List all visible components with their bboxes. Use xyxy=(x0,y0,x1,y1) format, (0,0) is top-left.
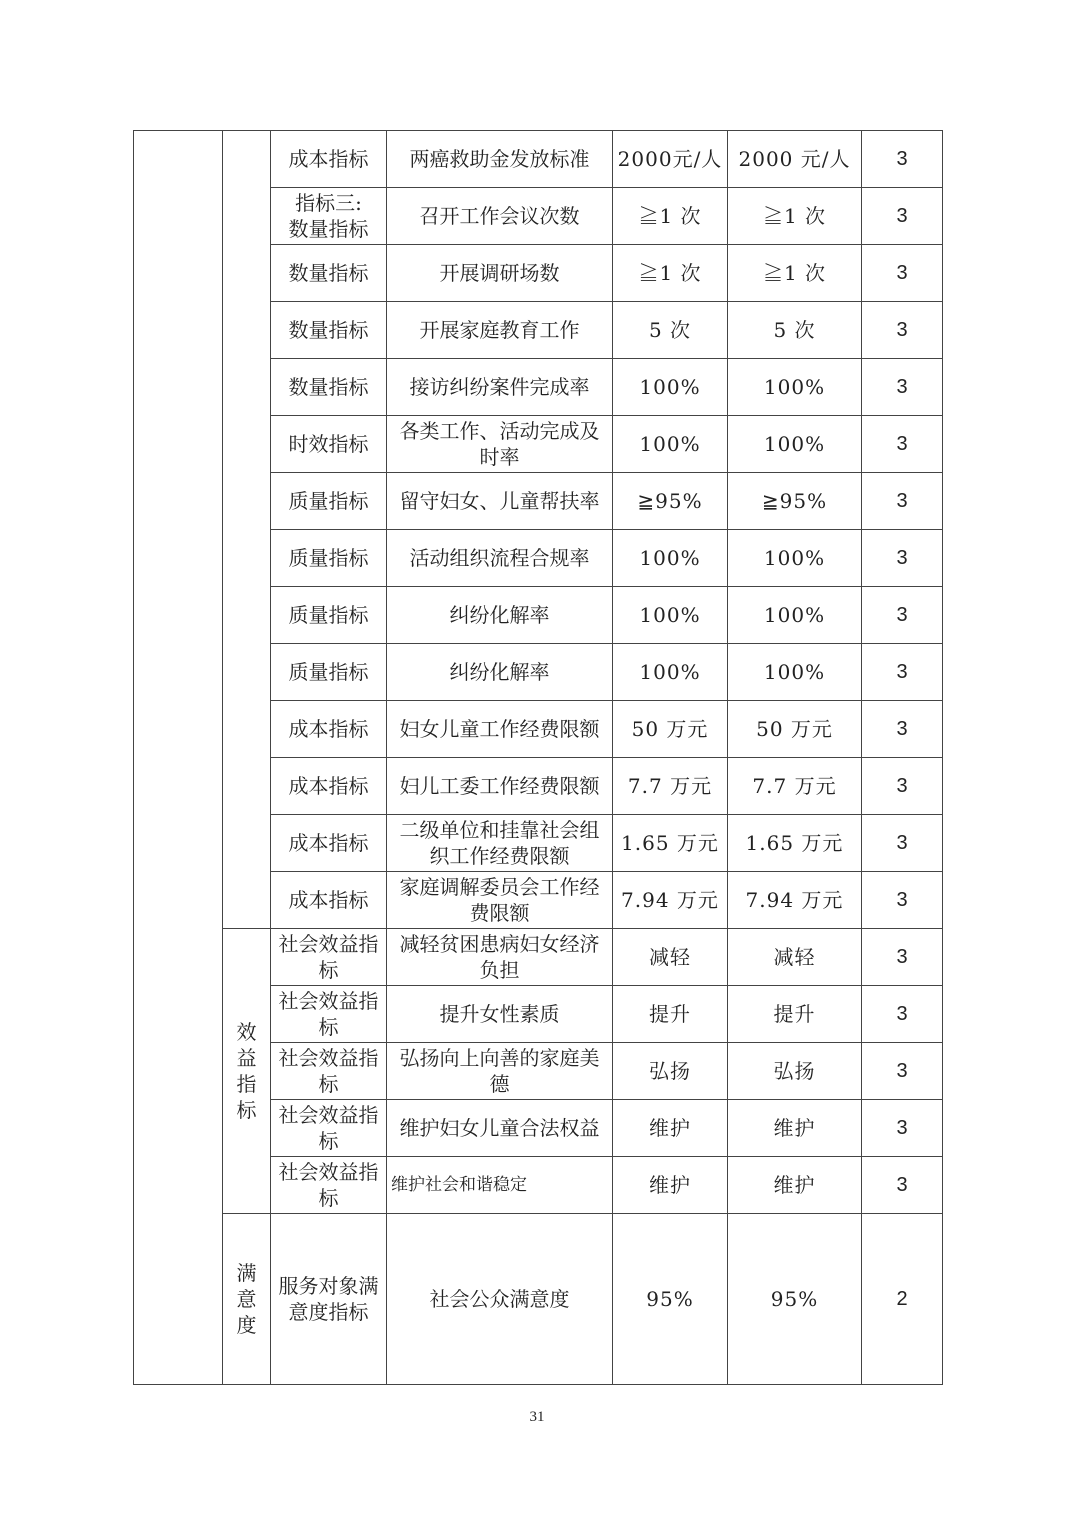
target-value: 弘扬 xyxy=(613,1043,728,1100)
target-value: ≧95% xyxy=(613,473,728,530)
secondary-indicator: 成本指标 xyxy=(271,701,387,758)
secondary-indicator: 数量指标 xyxy=(271,302,387,359)
actual-value: ≧1 次 xyxy=(728,245,862,302)
score: 3 xyxy=(862,929,943,986)
score: 3 xyxy=(862,131,943,188)
actual-value: 7.94 万元 xyxy=(728,872,862,929)
actual-value: 提升 xyxy=(728,986,862,1043)
secondary-indicator: 成本指标 xyxy=(271,131,387,188)
indicator-name: 留守妇女、儿童帮扶率 xyxy=(387,473,613,530)
secondary-indicator: 成本指标 xyxy=(271,872,387,929)
actual-value: 7.7 万元 xyxy=(728,758,862,815)
indicator-name: 减轻贫困患病妇女经济负担 xyxy=(387,929,613,986)
score: 3 xyxy=(862,1043,943,1100)
table-row xyxy=(134,131,943,188)
target-value: 提升 xyxy=(613,986,728,1043)
score: 3 xyxy=(862,587,943,644)
indicator-name: 维护社会和谐稳定 xyxy=(387,1157,613,1214)
actual-value: 维护 xyxy=(728,1157,862,1214)
secondary-indicator: 社会效益指标 xyxy=(271,1043,387,1100)
target-value: 100% xyxy=(613,530,728,587)
score: 3 xyxy=(862,473,943,530)
target-value: 维护 xyxy=(613,1100,728,1157)
table-row xyxy=(134,929,943,986)
secondary-indicator: 社会效益指标 xyxy=(271,929,387,986)
score: 3 xyxy=(862,815,943,872)
indicator-name: 开展家庭教育工作 xyxy=(387,302,613,359)
indicator-name: 弘扬向上向善的家庭美德 xyxy=(387,1043,613,1100)
first-level-indicator-cell xyxy=(134,131,223,1385)
actual-value: 100% xyxy=(728,359,862,416)
actual-value: 95% xyxy=(728,1214,862,1385)
secondary-indicator: 社会效益指标 xyxy=(271,986,387,1043)
target-value: 95% xyxy=(613,1214,728,1385)
secondary-indicator: 服务对象满意度指标 xyxy=(271,1214,387,1385)
score: 3 xyxy=(862,701,943,758)
secondary-indicator: 时效指标 xyxy=(271,416,387,473)
secondary-indicator: 质量指标 xyxy=(271,587,387,644)
indicator-name: 二级单位和挂靠社会组织工作经费限额 xyxy=(387,815,613,872)
target-value: 1.65 万元 xyxy=(613,815,728,872)
target-value: 100% xyxy=(613,416,728,473)
target-value: 50 万元 xyxy=(613,701,728,758)
page-number: 31 xyxy=(529,1409,545,1425)
score: 3 xyxy=(862,1157,943,1214)
target-value: 7.94 万元 xyxy=(613,872,728,929)
indicator-name: 维护妇女儿童合法权益 xyxy=(387,1100,613,1157)
indicator-name: 开展调研场数 xyxy=(387,245,613,302)
actual-value: 弘扬 xyxy=(728,1043,862,1100)
actual-value: 100% xyxy=(728,530,862,587)
actual-value: 50 万元 xyxy=(728,701,862,758)
score: 3 xyxy=(862,245,943,302)
actual-value: 5 次 xyxy=(728,302,862,359)
indicator-name: 纠纷化解率 xyxy=(387,587,613,644)
score: 3 xyxy=(862,188,943,245)
actual-value: 1.65 万元 xyxy=(728,815,862,872)
performance-indicator-table xyxy=(133,130,943,1385)
target-value: 维护 xyxy=(613,1157,728,1214)
indicator-name: 召开工作会议次数 xyxy=(387,188,613,245)
score: 3 xyxy=(862,530,943,587)
indicator-name: 提升女性素质 xyxy=(387,986,613,1043)
indicator-name: 妇儿工委工作经费限额 xyxy=(387,758,613,815)
actual-value: ≧1 次 xyxy=(728,188,862,245)
secondary-indicator: 指标三: 数量指标 xyxy=(271,188,387,245)
secondary-indicator: 社会效益指标 xyxy=(271,1157,387,1214)
target-value: 100% xyxy=(613,359,728,416)
secondary-indicator: 质量指标 xyxy=(271,644,387,701)
score: 2 xyxy=(862,1214,943,1385)
secondary-indicator: 成本指标 xyxy=(271,758,387,815)
satisfaction-group-label: 满意度 xyxy=(223,1214,271,1385)
target-value: 100% xyxy=(613,587,728,644)
indicator-name: 接访纠纷案件完成率 xyxy=(387,359,613,416)
indicator-name: 两癌救助金发放标准 xyxy=(387,131,613,188)
indicator-name: 家庭调解委员会工作经费限额 xyxy=(387,872,613,929)
secondary-indicator: 成本指标 xyxy=(271,815,387,872)
actual-value: 维护 xyxy=(728,1100,862,1157)
secondary-indicator: 社会效益指标 xyxy=(271,1100,387,1157)
actual-value: 100% xyxy=(728,416,862,473)
secondary-indicator: 数量指标 xyxy=(271,245,387,302)
secondary-indicator: 数量指标 xyxy=(271,359,387,416)
score: 3 xyxy=(862,1100,943,1157)
secondary-indicator: 质量指标 xyxy=(271,473,387,530)
target-value: 5 次 xyxy=(613,302,728,359)
benefit-group-label: 效益指标 xyxy=(223,929,271,1214)
score: 3 xyxy=(862,872,943,929)
target-value: 7.7 万元 xyxy=(613,758,728,815)
score: 3 xyxy=(862,758,943,815)
target-value: 减轻 xyxy=(613,929,728,986)
target-value: 100% xyxy=(613,644,728,701)
target-value: 2000元/人 xyxy=(613,131,728,188)
actual-value: ≧95% xyxy=(728,473,862,530)
secondary-indicator: 质量指标 xyxy=(271,530,387,587)
output-group-cell xyxy=(223,131,271,929)
actual-value: 100% xyxy=(728,587,862,644)
score: 3 xyxy=(862,986,943,1043)
score: 3 xyxy=(862,644,943,701)
indicator-name: 社会公众满意度 xyxy=(387,1214,613,1385)
actual-value: 2000 元/人 xyxy=(728,131,862,188)
table-row xyxy=(134,1214,943,1385)
actual-value: 减轻 xyxy=(728,929,862,986)
indicator-name: 各类工作、活动完成及时率 xyxy=(387,416,613,473)
actual-value: 100% xyxy=(728,644,862,701)
score: 3 xyxy=(862,359,943,416)
indicator-name: 纠纷化解率 xyxy=(387,644,613,701)
score: 3 xyxy=(862,302,943,359)
indicator-name: 活动组织流程合规率 xyxy=(387,530,613,587)
score: 3 xyxy=(862,416,943,473)
target-value: ≧1 次 xyxy=(613,245,728,302)
target-value: ≧1 次 xyxy=(613,188,728,245)
indicator-name: 妇女儿童工作经费限额 xyxy=(387,701,613,758)
